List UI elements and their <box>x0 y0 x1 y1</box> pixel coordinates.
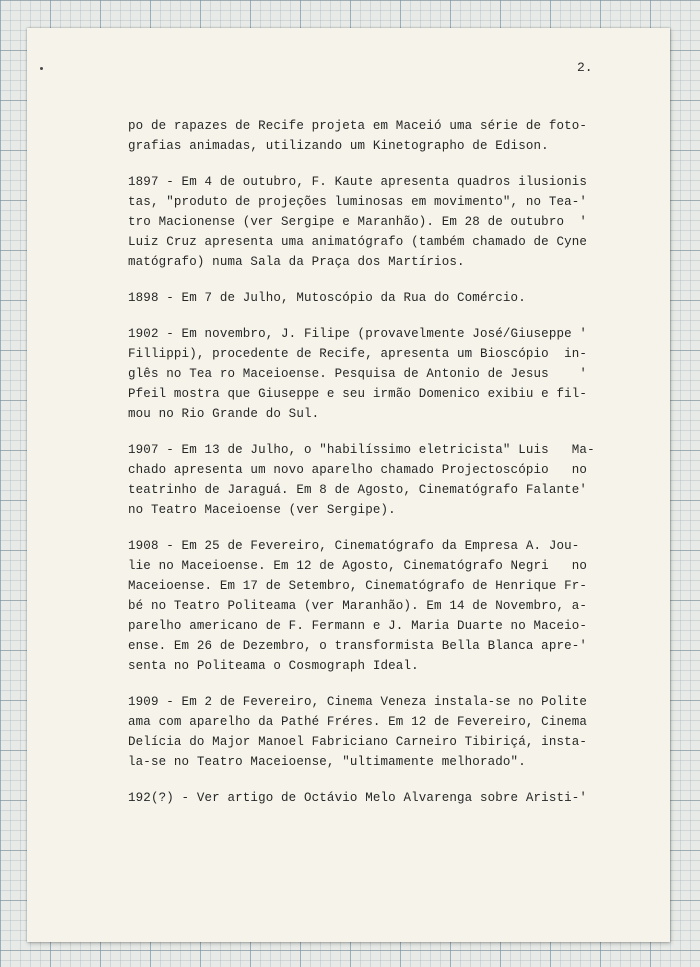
paragraph-1898 <box>128 288 608 308</box>
text-line: chado apresenta um novo aparelho chamado Projectoscópio no <box>128 463 588 477</box>
text-line: 1898 - Em 7 de Julho, Mutoscópio da Rua do Comércio. <box>128 291 526 305</box>
paragraph-intro <box>128 116 608 156</box>
text-line: tro Macionense (ver Sergipe e Maranhão). Em 28 de outubro ' <box>128 215 588 229</box>
text-line: 1909 - Em 2 de Fevereiro, Cinema Veneza instala-se no Polite <box>128 695 588 709</box>
text-line: 1897 - Em 4 de outubro, F. Kaute apresenta quadros ilusionis <box>128 175 588 189</box>
paragraph-1909 <box>128 692 608 772</box>
typed-text-body <box>128 116 608 824</box>
text-line: senta no Politeama o Cosmograph Ideal. <box>128 659 419 673</box>
text-line: parelho americano de F. Fermann e J. Maria Duarte no Maceio- <box>128 619 588 633</box>
text-line: Luiz Cruz apresenta uma animatógrafo (também chamado de Cyne <box>128 235 588 249</box>
paragraph-192x <box>128 788 608 808</box>
paragraph-1902 <box>128 324 608 424</box>
paragraph-1908 <box>128 536 608 676</box>
text-line: tas, "produto de projeções luminosas em movimento", no Tea-' <box>128 195 588 209</box>
document-page <box>27 28 670 942</box>
text-line: 192(?) - Ver artigo de Octávio Melo Alvarenga sobre Aristi-' <box>128 791 588 805</box>
paragraph-1897 <box>128 172 608 272</box>
text-line: bé no Teatro Politeama (ver Maranhão). Em 14 de Novembro, a- <box>128 599 588 613</box>
page-number: 2. <box>577 60 593 75</box>
text-line: no Teatro Maceioense (ver Sergipe). <box>128 503 396 517</box>
text-line: ama com aparelho da Pathé Fréres. Em 12 de Fevereiro, Cinema <box>128 715 588 729</box>
text-line: mou no Rio Grande do Sul. <box>128 407 320 421</box>
text-line: grafias animadas, utilizando um Kinetographo de Edison. <box>128 139 549 153</box>
text-line: glês no Tea ro Maceioense. Pesquisa de Antonio de Jesus ' <box>128 367 588 381</box>
text-line: matógrafo) numa Sala da Praça dos Martírios. <box>128 255 465 269</box>
text-line: Delícia do Major Manoel Fabriciano Carneiro Tibiriçá, insta- <box>128 735 588 749</box>
text-line: Maceioense. Em 17 de Setembro, Cinematógrafo de Henrique Fr- <box>128 579 588 593</box>
text-line: Fillippi), procedente de Recife, apresenta um Bioscópio in- <box>128 347 588 361</box>
text-line: 1902 - Em novembro, J. Filipe (provavelmente José/Giuseppe ' <box>128 327 588 341</box>
text-line: la-se no Teatro Maceioense, "ultimamente melhorado". <box>128 755 526 769</box>
text-line: 1907 - Em 13 de Julho, o "habilíssimo eletricista" Luis Ma- <box>128 443 595 457</box>
text-line: po de rapazes de Recife projeta em Maceió uma série de foto- <box>128 119 588 133</box>
ink-speck <box>40 67 43 70</box>
paragraph-1907 <box>128 440 608 520</box>
text-line: teatrinho de Jaraguá. Em 8 de Agosto, Cinematógrafo Falante' <box>128 483 588 497</box>
text-line: 1908 - Em 25 de Fevereiro, Cinematógrafo da Empresa A. Jou- <box>128 539 580 553</box>
text-line: ense. Em 26 de Dezembro, o transformista Bella Blanca apre-' <box>128 639 588 653</box>
text-line: lie no Maceioense. Em 12 de Agosto, Cinematógrafo Negri no <box>128 559 588 573</box>
text-line: Pfeil mostra que Giuseppe e seu irmão Domenico exibiu e fil- <box>128 387 588 401</box>
